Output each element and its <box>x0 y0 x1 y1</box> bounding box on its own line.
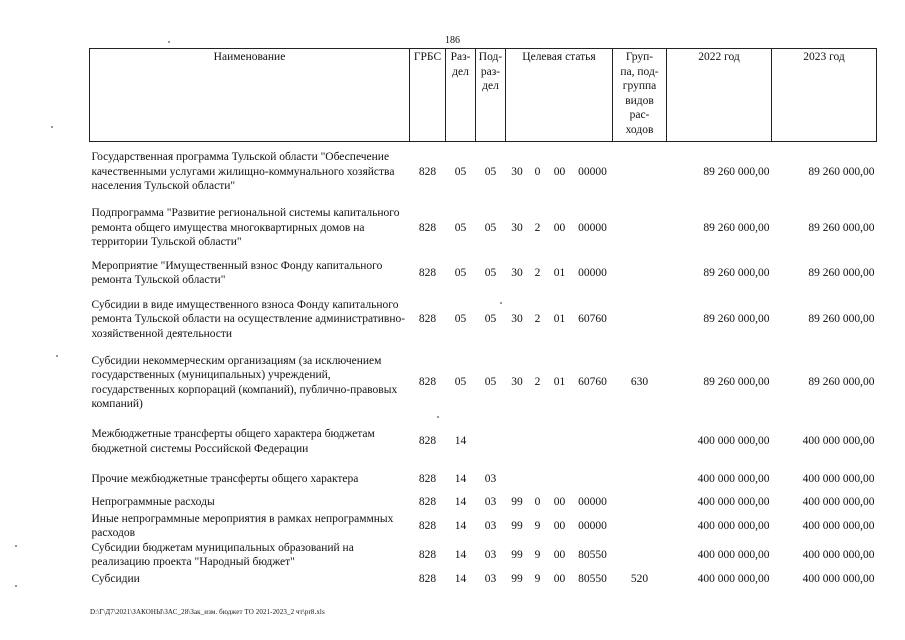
row-grbs: 828 <box>418 473 437 486</box>
row-target-direction: 00000 <box>578 221 607 234</box>
row-target-event <box>547 466 573 494</box>
row-target-subprogram: 0 <box>534 165 541 178</box>
row-target-program: 30 <box>511 221 523 234</box>
row-target-program: 99 <box>511 496 523 509</box>
row-razdel: 05 <box>454 313 467 326</box>
row-amount-2022: 89 260 000,00 <box>703 376 770 389</box>
row-target-program: 30 <box>511 266 523 279</box>
row-name: Иные непрограммные мероприятия в рамках непрограммных расходов <box>91 512 394 539</box>
header-grbs: ГРБС <box>410 49 446 142</box>
row-target-event: 01 <box>553 313 566 326</box>
row-expense-group <box>613 142 667 202</box>
scan-speck <box>56 355 58 357</box>
row-target-program: 30 <box>511 165 523 178</box>
row-target-event: 00 <box>553 165 566 178</box>
row-target-direction: 60760 <box>578 313 607 326</box>
row-amount-2022: 400 000 000,00 <box>697 473 770 486</box>
scan-speck <box>15 585 17 587</box>
row-razdel: 14 <box>454 435 467 448</box>
row-target-subprogram: 2 <box>534 221 541 234</box>
row-target-event: 01 <box>553 376 566 389</box>
row-target-subprogram: 2 <box>534 313 541 326</box>
header-name: Наименование <box>90 49 410 142</box>
row-amount-2022: 400 000 000,00 <box>697 548 770 561</box>
row-grbs: 828 <box>418 266 437 279</box>
row-target-direction <box>573 466 613 494</box>
row-expense-group <box>613 202 667 255</box>
row-target-event: 00 <box>553 573 566 586</box>
row-target-direction: 60760 <box>578 376 607 389</box>
table-row <box>90 466 877 494</box>
row-razdel: 05 <box>454 266 467 279</box>
header-razdel: Раз- дел <box>446 49 476 142</box>
row-name: Мероприятие "Имущественный взнос Фонду капитального ремонта Тульской области" <box>91 259 383 286</box>
row-podrazdel: 05 <box>484 376 497 389</box>
header-year-2022: 2022 год <box>667 49 772 142</box>
table-row <box>90 142 877 202</box>
row-podrazdel: 03 <box>484 573 497 586</box>
table-header-row <box>90 49 877 142</box>
row-target-program: 99 <box>511 573 523 586</box>
row-expense-group: 630 <box>630 376 649 389</box>
row-target-direction <box>573 418 613 466</box>
table-row <box>90 570 877 590</box>
row-name: Субсидии некоммерческим организациям (за исключением государственных (муниципальных) учреждений, государственных корпораций (компаний), публично-правовых компаний) <box>91 354 398 410</box>
row-razdel: 14 <box>454 519 467 532</box>
row-amount-2022: 400 000 000,00 <box>697 435 770 448</box>
row-amount-2023: 400 000 000,00 <box>802 496 875 509</box>
row-target-event: 00 <box>553 496 566 509</box>
row-target-subprogram: 2 <box>534 266 541 279</box>
page-number: 186 <box>445 35 460 46</box>
row-podrazdel <box>476 418 506 466</box>
row-amount-2022: 400 000 000,00 <box>697 573 770 586</box>
row-target-subprogram: 9 <box>534 519 541 532</box>
header-expense-group: Груп- па, под- группа видов рас- ходов <box>613 49 667 142</box>
row-target-event: 01 <box>553 266 566 279</box>
row-podrazdel: 05 <box>484 313 497 326</box>
row-grbs: 828 <box>418 165 437 178</box>
row-target-subprogram: 0 <box>534 496 541 509</box>
row-expense-group <box>613 466 667 494</box>
header-podrazdel: Под- раз- дел <box>476 49 506 142</box>
row-name: Межбюджетные трансферты общего характера бюджетам бюджетной системы Российской Федерации <box>91 428 375 455</box>
file-path-footer: D:\Г\Д7\2021\ЗАКОНЫ\ЗАС_28\Зак_изм. бюджет ТО 2021-2023_2 чт\pr8.xls <box>90 608 325 616</box>
row-amount-2023: 400 000 000,00 <box>802 548 875 561</box>
row-grbs: 828 <box>418 496 437 509</box>
row-name: Прочие межбюджетные трансферты общего характера <box>91 473 359 486</box>
row-podrazdel: 03 <box>484 548 497 561</box>
row-grbs: 828 <box>418 376 437 389</box>
row-podrazdel: 03 <box>484 496 497 509</box>
table-row <box>90 512 877 541</box>
row-name: Субсидии в виде имущественного взноса Фонду капитального ремонта Тульской области на осуществление административно-хозяйственной деятельности <box>91 298 406 340</box>
row-amount-2022: 89 260 000,00 <box>703 313 770 326</box>
row-target-program: 30 <box>511 313 523 326</box>
row-razdel: 14 <box>454 473 467 486</box>
table-row <box>90 348 877 418</box>
row-expense-group <box>613 512 667 541</box>
table-row <box>90 418 877 466</box>
row-amount-2023: 89 260 000,00 <box>808 266 875 279</box>
row-expense-group <box>613 418 667 466</box>
row-razdel: 05 <box>454 165 467 178</box>
row-target-event <box>547 418 573 466</box>
row-target-subprogram: 2 <box>534 376 541 389</box>
row-name: Субсидии бюджетам муниципальных образований на реализацию проекта "Народный бюджет" <box>91 541 354 568</box>
row-grbs: 828 <box>418 519 437 532</box>
row-target-subprogram: 9 <box>534 548 541 561</box>
row-grbs: 828 <box>418 573 437 586</box>
row-amount-2023: 89 260 000,00 <box>808 165 875 178</box>
row-name: Государственная программа Тульской области "Обеспечение качественными услугами жилищно-коммунального хозяйства населения Тульской области" <box>91 151 395 192</box>
row-name: Непрограммные расходы <box>91 496 215 509</box>
row-razdel: 14 <box>454 573 467 586</box>
header-target-article: Целевая статья <box>506 49 613 142</box>
row-target-event: 00 <box>553 221 566 234</box>
row-target-event: 00 <box>553 548 566 561</box>
row-amount-2023: 400 000 000,00 <box>802 573 875 586</box>
row-grbs: 828 <box>418 313 437 326</box>
row-amount-2022: 89 260 000,00 <box>703 165 770 178</box>
row-target-program <box>506 418 529 466</box>
row-target-direction: 00000 <box>578 165 607 178</box>
row-grbs: 828 <box>418 548 437 561</box>
row-razdel: 14 <box>454 548 467 561</box>
row-expense-group <box>613 494 667 512</box>
row-amount-2022: 400 000 000,00 <box>697 519 770 532</box>
table-row <box>90 541 877 570</box>
row-target-subprogram <box>529 418 547 466</box>
scan-speck <box>500 302 502 304</box>
row-amount-2023: 400 000 000,00 <box>802 473 875 486</box>
table-row <box>90 202 877 255</box>
row-target-program: 99 <box>511 548 523 561</box>
row-name: Субсидии <box>91 573 140 586</box>
row-grbs: 828 <box>418 435 437 448</box>
row-target-program: 30 <box>511 376 523 389</box>
row-amount-2023: 89 260 000,00 <box>808 376 875 389</box>
row-target-direction: 80550 <box>578 573 607 586</box>
row-podrazdel: 05 <box>484 165 497 178</box>
row-razdel: 14 <box>454 496 467 509</box>
row-amount-2023: 89 260 000,00 <box>808 313 875 326</box>
row-target-direction: 00000 <box>578 266 607 279</box>
row-target-program <box>506 466 529 494</box>
scan-speck <box>168 41 170 43</box>
row-podrazdel: 05 <box>484 221 497 234</box>
row-target-direction: 00000 <box>578 496 607 509</box>
table-row <box>90 292 877 348</box>
row-amount-2022: 400 000 000,00 <box>697 496 770 509</box>
header-year-2023: 2023 год <box>772 49 877 142</box>
row-target-direction: 00000 <box>578 519 607 532</box>
budget-table <box>89 48 877 590</box>
scan-speck <box>437 416 439 418</box>
row-amount-2023: 89 260 000,00 <box>808 221 875 234</box>
row-grbs: 828 <box>418 221 437 234</box>
row-target-subprogram <box>529 466 547 494</box>
row-razdel: 05 <box>454 221 467 234</box>
row-amount-2023: 400 000 000,00 <box>802 435 875 448</box>
row-expense-group <box>613 541 667 570</box>
row-target-program: 99 <box>511 519 523 532</box>
row-amount-2023: 400 000 000,00 <box>802 519 875 532</box>
scan-speck <box>15 545 17 547</box>
row-amount-2022: 89 260 000,00 <box>703 266 770 279</box>
row-expense-group <box>613 255 667 292</box>
row-podrazdel: 03 <box>484 473 497 486</box>
row-expense-group: 520 <box>630 573 649 586</box>
row-expense-group <box>613 292 667 348</box>
row-razdel: 05 <box>454 376 467 389</box>
row-podrazdel: 05 <box>484 266 497 279</box>
scan-speck <box>51 126 53 128</box>
row-target-subprogram: 9 <box>534 573 541 586</box>
row-name: Подпрограмма "Развитие региональной системы капитального ремонта общего имущества многоквартирных домов на территории Тульской области" <box>91 207 400 249</box>
row-amount-2022: 89 260 000,00 <box>703 221 770 234</box>
row-podrazdel: 03 <box>484 519 497 532</box>
row-target-direction: 80550 <box>578 548 607 561</box>
row-target-event: 00 <box>553 519 566 532</box>
table-row <box>90 494 877 512</box>
table-row <box>90 255 877 292</box>
